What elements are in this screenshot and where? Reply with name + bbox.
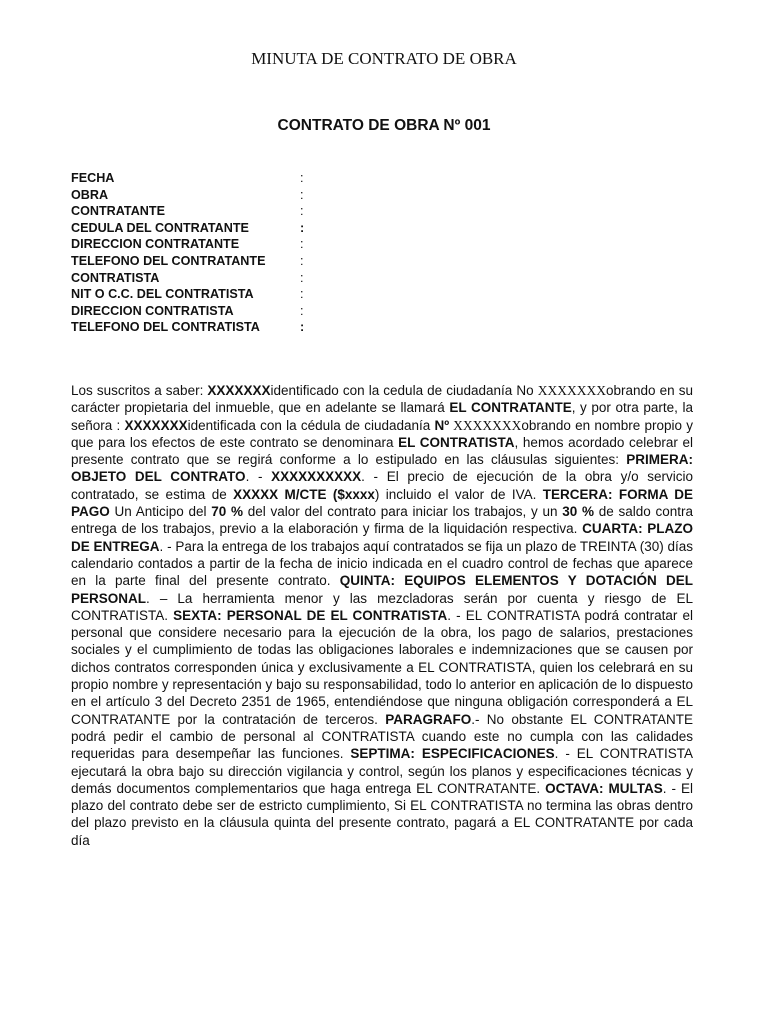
clause-heading: QUINTA: EQUIPOS ELEMENTOS Y DOTACIÓN DEL PERSONAL <box>71 573 693 606</box>
field-label: NIT O C.C. DEL CONTRATISTA <box>71 287 254 302</box>
field-row-nit-contratista <box>71 286 371 303</box>
body-text: obrando en nombre propio y que para los efectos de este contrato se denominara <box>71 417 693 450</box>
body-text: . – La herramienta menor y las mezcladoras serán por cuenta y riesgo de EL CONTRATISTA. <box>71 590 693 623</box>
body-text: . - EL CONTRATISTA podrá contratar el personal que considere necesario para la ejecución de la obra, los pago de salarios, prestaciones sociales y el cumplimiento de todas las obligaciones laborales e indemnizaciones que se causen por dichos contratos corresponden única y exclusivamente a EL CONTRATISTA, quien los celebrará en su propio nombre y representación y bajo su responsabilidad, todo lo anterior en aplicación de lo dispuesto en el artículo 3 del Decreto 2351 de 1965, entendiéndose que ninguna obligación corresponderá a EL CONTRATANTE por la contratación de terceros. <box>71 607 693 727</box>
contract-body-paragraph <box>71 382 693 849</box>
body-text: , hemos acordado celebrar el presente contrato que se regirá conforme a lo estipulado en las cláusulas siguientes: <box>71 434 693 468</box>
field-row-contratista <box>71 270 371 287</box>
body-text: del valor del contrato para iniciar los trabajos, y un <box>243 504 563 520</box>
placeholder-id: XXXXXXX <box>537 383 607 398</box>
clause-heading: TERCERA: FORMA DE PAGO <box>71 486 693 520</box>
field-row-fecha <box>71 170 371 187</box>
field-label: DIRECCION CONTRATANTE <box>71 237 240 252</box>
body-text: obrando en su carácter propietaria del inmueble, que en adelante se llamará <box>71 383 694 416</box>
percentage-value: 70 % <box>211 504 244 520</box>
body-text: Los suscritos a saber: <box>71 383 208 398</box>
field-label: CONTRATISTA <box>71 270 160 285</box>
party-name: EL CONTRATANTE <box>449 400 572 416</box>
field-label: CONTRATANTE <box>71 204 165 219</box>
field-label: CEDULA DEL CONTRATANTE <box>71 220 249 235</box>
field-separator: : <box>300 270 304 285</box>
contract-number-heading: CONTRATO DE OBRA Nº 001 <box>277 117 491 134</box>
field-row-contratante <box>71 203 371 220</box>
field-separator: : <box>300 320 305 335</box>
field-label: OBRA <box>71 187 109 202</box>
placeholder-name: XXXXXXX <box>207 383 271 398</box>
clause-heading: PARAGRAFO <box>385 711 472 727</box>
field-separator: : <box>300 204 304 219</box>
field-label: TELEFONO DEL CONTRATISTA <box>71 320 260 335</box>
clause-heading: PRIMERA: OBJETO DEL CONTRATO <box>71 452 693 485</box>
body-text: , y por otra parte, la señora : <box>71 400 693 433</box>
field-label: TELEFONO DEL CONTRATANTE <box>71 253 266 268</box>
field-row-cedula-contratante <box>71 220 371 237</box>
body-text: . - El plazo del contrato debe ser de estricto cumplimiento, Si EL CONTRATISTA no termina las obras dentro del plazo previsto en la cláusula quinta del presente contrato, pagará a EL CONTRATANTE por cada día <box>71 780 693 848</box>
body-text: . - El precio de ejecución de la obra y/o servicio contratado, se estima de <box>71 469 693 502</box>
field-separator: : <box>300 187 304 202</box>
party-name: EL CONTRATISTA <box>398 434 515 450</box>
body-text: ) incluido el valor de IVA. <box>374 486 543 502</box>
body-text: de saldo contra entrega de los trabajos, previo a la elaboración y firma de la liquidación respectiva. <box>71 504 694 537</box>
placeholder-id: XXXXXXX <box>449 417 522 433</box>
field-label: FECHA <box>71 171 115 185</box>
field-separator: : <box>300 303 304 318</box>
field-row-telefono-contratante <box>71 253 371 270</box>
body-text: . - Para la entrega de los trabajos aquí contratados se fija un plazo de TREINTA (30) días calendario contados a partir de la fecha de inicio indicada en el cuadro control de fechas que aparece en la parte final del presente contrato. <box>71 538 694 589</box>
field-row-obra <box>71 187 371 204</box>
field-row-direccion-contratante <box>71 236 371 253</box>
field-separator: : <box>300 220 305 235</box>
field-separator: : <box>300 253 304 268</box>
body-text: Un Anticipo del <box>109 504 212 520</box>
clause-heading: OCTAVA: MULTAS <box>545 780 663 796</box>
body-text: . - EL CONTRATISTA ejecutará la obra bajo su dirección vigilancia y control, según los planos y especificaciones técnicas y demás documentos complementarios que haga entrega EL CONTRATANTE. <box>71 746 693 796</box>
field-separator: : <box>300 171 304 185</box>
body-text: identificada con la cédula de ciudadanía <box>187 417 435 433</box>
contract-fields-list <box>71 170 371 336</box>
placeholder-amount: XXXXX M/CTE ($xxxx <box>233 486 375 502</box>
field-separator: : <box>300 237 304 252</box>
number-sign: Nº <box>434 417 450 433</box>
field-row-direccion-contratista <box>71 303 371 320</box>
clause-heading: CUARTA: PLAZO DE ENTREGA <box>71 521 694 554</box>
body-text: identificado con la cedula de ciudadanía No <box>270 383 538 398</box>
field-separator: : <box>300 287 304 302</box>
percentage-value: 30 % <box>562 504 594 520</box>
body-text: .- No obstante EL CONTRATANTE podrá pedir el cambio de personal al CONTRATISTA cuando este no cumpla con las calidades requeridas para desempeñar las funciones. <box>71 711 693 762</box>
document-title: MINUTA DE CONTRATO DE OBRA <box>251 49 517 68</box>
clause-heading: SEPTIMA: ESPECIFICACIONES <box>350 746 555 762</box>
field-label: DIRECCION CONTRATISTA <box>71 303 234 318</box>
field-row-telefono-contratista <box>71 319 371 336</box>
body-text: . - <box>245 469 272 485</box>
clause-heading: SEXTA: PERSONAL DE EL CONTRATISTA <box>173 607 448 623</box>
placeholder-object: XXXXXXXXXX <box>271 469 362 485</box>
placeholder-name: XXXXXXX <box>124 417 188 433</box>
